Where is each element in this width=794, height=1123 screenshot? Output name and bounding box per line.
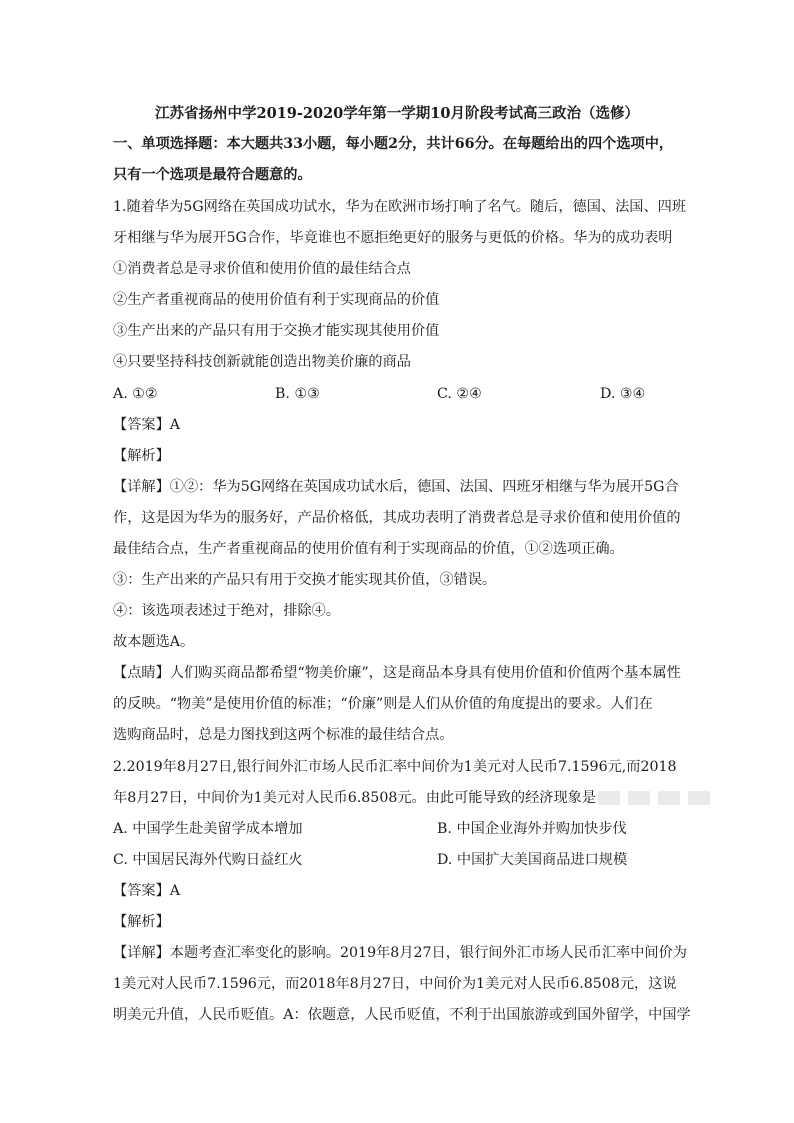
q2-answer: 【答案】A (113, 883, 180, 899)
q2-option-b: B. 中国企业海外并购加快步伐 (437, 821, 627, 837)
q1-stem-line-1: 1.随着华为5G网络在英国成功试水，华为在欧洲市场打响了名气。随后，德国、法国、四班 (113, 199, 687, 215)
q1-detail-line-1: 【详解】①②：华为5G网络在英国成功试水后，德国、法国、四班牙相继与华为展开5G合 (113, 479, 679, 495)
q1-option-b: B. ①③ (275, 386, 320, 402)
q1-statement-3: ③生产出来的产品只有用于交换才能实现其使用价值 (113, 323, 440, 339)
q2-analysis-label: 【解析】 (113, 914, 170, 930)
q1-note-line-2: 的反映。“物美”是使用价值的标准；“价廉”则是人们从价值的角度提出的要求。人们在 (113, 696, 653, 712)
q1-analysis-label: 【解析】 (113, 448, 170, 464)
q1-answer: 【答案】A (113, 417, 180, 433)
q1-option-c: C. ②④ (437, 386, 482, 402)
q1-detail-line-5: ④：该选项表述过于绝对，排除④。 (113, 603, 341, 619)
q2-option-a: A. 中国学生赴美留学成本增加 (113, 821, 303, 837)
q1-detail-line-4: ③：生产出来的产品只有用于交换才能实现其价值，③错误。 (113, 572, 497, 588)
q1-statement-4: ④只要坚持科技创新就能创造出物美价廉的商品 (113, 354, 411, 370)
q2-stem-line-2: 年8月27日，中间价为1美元对人民币6.8508元。由此可能导致的经济现象是 (113, 790, 597, 806)
watermark-graphic-icon (592, 785, 722, 811)
q1-detail-line-6: 故本题选A。 (113, 634, 195, 650)
q1-detail-line-2: 作，这是因为华为的服务好，产品价格低，其成功表明了消费者总是寻求价值和使用价值的 (113, 510, 681, 526)
q1-note-line-3: 选购商品时，总是力图找到这两个标准的最佳结合点。 (113, 727, 454, 743)
q1-stem-line-2: 牙相继与华为展开5G合作，毕竟谁也不愿拒绝更好的服务与更低的价格。华为的成功表明 (113, 230, 673, 246)
q2-option-c: C. 中国居民海外代购日益红火 (113, 852, 303, 868)
document-title: 江苏省扬州中学2019-2020学年第一学期10月阶段考试高三政治（选修） (155, 105, 639, 122)
q1-option-d: D. ③④ (600, 386, 646, 402)
q1-statement-1: ①消费者总是寻求价值和使用价值的最佳结合点 (113, 261, 411, 277)
q2-option-d: D. 中国扩大美国商品进口规模 (437, 852, 628, 868)
q1-statement-2: ②生产者重视商品的使用价值有利于实现商品的价值 (113, 292, 440, 308)
q2-detail-line-2: 1美元对人民币7.1596元，而2018年8月27日，中间价为1美元对人民币6.8508元，这说 (113, 976, 677, 992)
q1-note-line-1: 【点睛】人们购买商品都希望“物美价廉”，这是商品本身具有使用价值和价值两个基本属性 (113, 665, 681, 681)
section-header-line-2: 只有一个选项是最符合题意的。 (113, 167, 312, 183)
q1-option-a: A. ①② (113, 386, 158, 402)
q2-stem-line-1: 2.2019年8月27日,银行间外汇市场人民币汇率中间价为1美元对人民币7.1596元,而2018 (113, 759, 677, 775)
watermark-smudge (592, 785, 722, 811)
section-header-line-1: 一、单项选择题：本大题共33小题，每小题2分，共计66分。在每题给出的四个选项中， (113, 136, 674, 152)
q1-detail-line-3: 最佳结合点，生产者重视商品的使用价值有利于实现商品的价值，①②选项正确。 (113, 541, 624, 557)
q2-detail-line-3: 明美元升值，人民币贬值。A：依题意，人民币贬值，不利于出国旅游或到国外留学，中国学 (113, 1007, 691, 1023)
q2-detail-line-1: 【详解】本题考查汇率变化的影响。2019年8月27日，银行间外汇市场人民币汇率中间价为 (113, 945, 687, 961)
